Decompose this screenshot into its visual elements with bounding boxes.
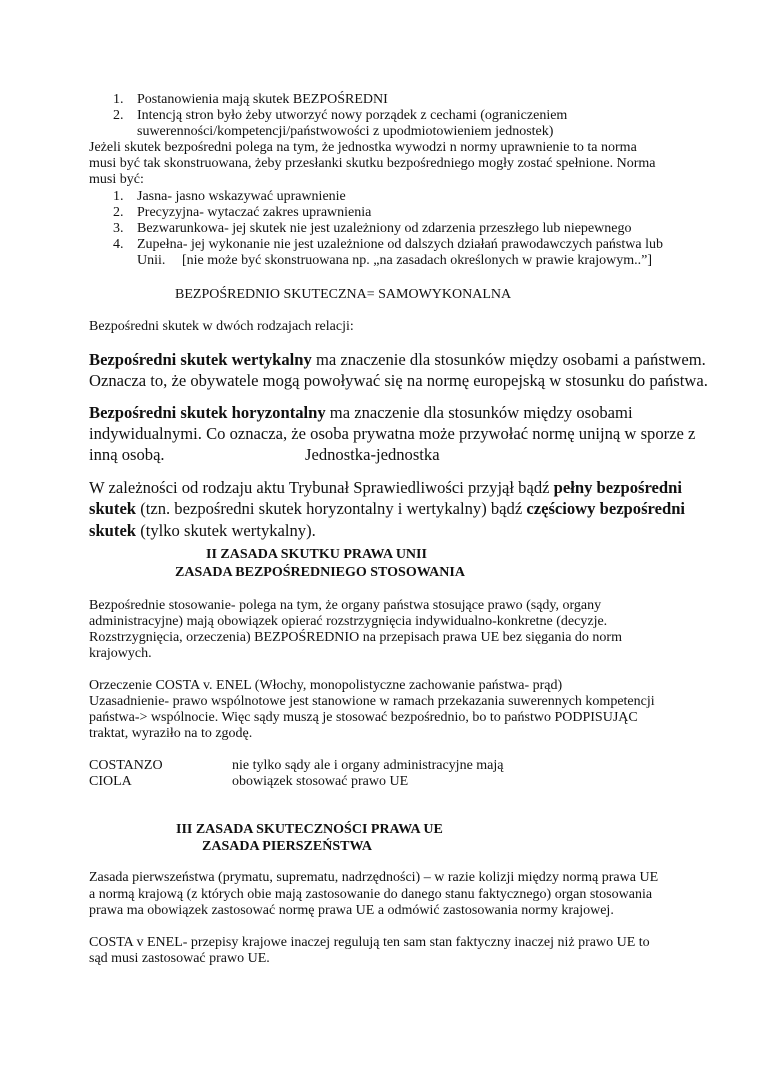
term-bold: Bezpośredni skutek horyzontalny — [89, 403, 326, 422]
note-text: Jednostka-jednostka — [305, 445, 440, 464]
paragraph-line: COSTA v ENEL- przepisy krajowe inaczej regulują ten sam stan faktyczny inaczej niż prawo UE to — [89, 935, 650, 950]
case-name: CIOLA — [89, 774, 132, 789]
list-item — [113, 92, 388, 108]
paragraph-line: Uzasadnienie- prawo wspólnotowe jest stanowione w ramach przekazania suwerennych kompetencji — [89, 694, 655, 709]
paragraph-line: krajowych. — [89, 646, 152, 661]
list-text: Zupełna- jej wykonanie nie jest uzależnione od dalszych działań prawodawczych państwa lub — [137, 237, 663, 252]
paragraph-line: a normą krajową (z których obie mają zastosowanie do danego stanu faktycznego) organ stosowania — [89, 887, 653, 902]
horizontal-effect-line — [89, 403, 633, 423]
paragraph-line: Bezpośrednie stosowanie- polega na tym, że organy państwa stosujące prawo (sądy, organy — [89, 598, 602, 613]
term-bold: częściowy bezpośredni — [526, 499, 686, 518]
section-subheading: ZASADA BEZPOŚREDNIEGO STOSOWANIA — [175, 565, 465, 580]
list-text: Unii. — [137, 253, 166, 268]
paragraph-line — [89, 499, 685, 519]
text: ma znaczenie dla stosunków między osobami a państwem. — [311, 350, 706, 369]
paragraph-line: Bezpośredni skutek w dwóch rodzajach relacji: — [89, 319, 354, 334]
list-item — [113, 237, 663, 253]
case-text: obowiązek stosować prawo UE — [232, 774, 409, 789]
list-number: 3. — [113, 221, 124, 236]
section-subheading: ZASADA PIERSZEŃSTWA — [202, 839, 372, 854]
paragraph-line: Rozstrzygnięcia, orzeczenia) BEZPOŚREDNIO na przepisach prawa UE bez sięgania do norm — [89, 630, 622, 645]
list-number: 2. — [113, 108, 124, 123]
list-text: Jasna- jasno wskazywać uprawnienie — [137, 189, 346, 204]
text: W zależności od rodzaju aktu Trybunał Sprawiedliwości przyjął bądź — [89, 478, 554, 497]
paragraph-line — [89, 521, 316, 541]
list-text: Postanowienia mają skutek BEZPOŚREDNI — [137, 92, 388, 107]
vertical-effect-line — [89, 350, 706, 370]
list-number: 2. — [113, 205, 124, 220]
paragraph-line: Jeżeli skutek bezpośredni polega na tym, że jednostka wywodzi n normy uprawnienie to ta norma — [89, 140, 637, 155]
paragraph-line: musi być tak skonstruowana, żeby przesłanki skutku bezpośredniego mogły zostać spełnione. Norma — [89, 156, 656, 171]
term-bold: skutek — [89, 521, 137, 540]
list-text: Precyzyjna- wytaczać zakres uprawnienia — [137, 205, 372, 220]
paragraph-line: administracyjne) mają obowiązek opierać rozstrzygnięcia indywidualno-konkretne (decyzje. — [89, 614, 608, 629]
paragraph-line: Zasada pierwszeństwa (prymatu, suprematu, nadrzędności) – w razie kolizji między normą prawa UE — [89, 870, 659, 885]
term-bold: skutek — [89, 499, 137, 518]
text: (tzn. bezpośredni skutek horyzontalny i wertykalny) bądź — [136, 499, 527, 518]
equation-line: BEZPOŚREDNIO SKUTECZNA= SAMOWYKONALNA — [175, 287, 512, 302]
paragraph-line: państwa-> wspólnocie. Więc sądy muszą je stosować bezpośrednio, bo to państwo PODPISUJĄC — [89, 710, 638, 725]
list-number: 1. — [113, 189, 124, 204]
list-text: suwerenności/kompetencji/państwowości z upodmiotowieniem jednostek) — [137, 124, 554, 139]
list-text: Intencją stron było żeby utworzyć nowy porządek z cechami (ograniczeniem — [137, 108, 568, 123]
paragraph-line: traktat, wyraziło na to zgodę. — [89, 726, 253, 741]
list-item — [113, 189, 346, 205]
term-bold: Bezpośredni skutek wertykalny — [89, 350, 312, 369]
list-item — [113, 108, 567, 124]
list-number: 4. — [113, 237, 124, 252]
paragraph-line: Oznacza to, że obywatele mogą powoływać się na normę europejską w stosunku do państwa. — [89, 371, 708, 390]
paragraph-line — [89, 478, 682, 498]
list-number: 1. — [113, 92, 124, 107]
paragraph-line: prawa ma obowiązek zastosować normę prawa UE a odmówić zastosowania normy krajowej. — [89, 903, 614, 918]
text: (tylko skutek wertykalny). — [136, 521, 316, 540]
case-text: nie tylko sądy ale i organy administracyjne mają — [232, 758, 504, 773]
list-text: [nie może być skonstruowana np. „na zasadach określonych w prawie krajowym..”] — [182, 253, 652, 268]
list-item — [113, 221, 631, 237]
paragraph-line: inną osobą. — [89, 445, 165, 464]
list-text: Bezwarunkowa- jej skutek nie jest uzależniony od zdarzenia przeszłego lub niepewnego — [137, 221, 632, 236]
paragraph-line: sąd musi zastosować prawo UE. — [89, 951, 270, 966]
section-heading: III ZASADA SKUTECZNOŚCI PRAWA UE — [176, 822, 443, 837]
term-bold: pełny bezpośredni — [553, 478, 682, 497]
paragraph-line: musi być: — [89, 172, 144, 187]
paragraph-line: Orzeczenie COSTA v. ENEL (Włochy, monopolistyczne zachowanie państwa- prąd) — [89, 678, 563, 693]
case-name: COSTANZO — [89, 758, 163, 773]
paragraph-line: indywidualnymi. Co oznacza, że osoba prywatna może przywołać normę unijną w sporze z — [89, 424, 696, 443]
text: ma znaczenie dla stosunków między osobami — [325, 403, 633, 422]
section-heading: II ZASADA SKUTKU PRAWA UNII — [206, 547, 427, 562]
list-item — [113, 205, 371, 221]
